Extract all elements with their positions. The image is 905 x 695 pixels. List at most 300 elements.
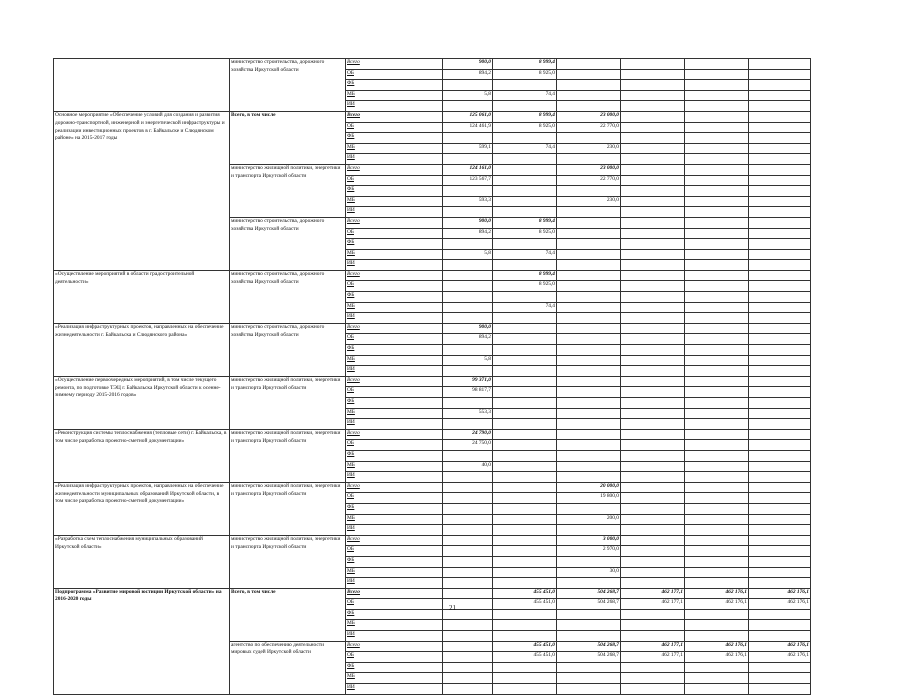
amount-cell: 74,4 [493, 249, 557, 260]
funding-source: ОБ [346, 281, 443, 292]
amount-cell [443, 281, 493, 292]
page-number: 21 [449, 604, 456, 612]
amount-cell [685, 461, 749, 472]
amount-cell: 455 451,0 [493, 641, 557, 652]
amount-cell [557, 80, 621, 91]
funding-source: ФБ [346, 292, 443, 303]
amount-cell [685, 408, 749, 419]
amount-cell [749, 546, 811, 557]
amount-cell [621, 313, 685, 324]
funding-source: ИИ [346, 684, 443, 695]
amount-cell [749, 450, 811, 461]
amount-cell [685, 122, 749, 133]
amount-cell [621, 355, 685, 366]
amount-cell [685, 249, 749, 260]
amount-cell [685, 419, 749, 430]
table-row [54, 376, 811, 387]
amount-cell: 24 750,0 [443, 440, 493, 451]
amount-cell: 200,0 [557, 514, 621, 525]
amount-cell [493, 673, 557, 684]
funding-source: ИИ [346, 101, 443, 112]
funding-source: Всего [346, 535, 443, 546]
amount-cell [621, 122, 685, 133]
amount-cell: 24 790,0 [443, 429, 493, 440]
table-row [54, 429, 811, 440]
amount-cell: 462 176,1 [685, 588, 749, 599]
budget-table-page [53, 58, 810, 695]
responsible-executor: министерство жилищной политики, энергетики и транспорта Иркутской области [230, 535, 346, 588]
amount-cell [685, 260, 749, 271]
amount-cell [749, 80, 811, 91]
amount-cell [621, 419, 685, 430]
amount-cell [621, 249, 685, 260]
amount-cell [621, 217, 685, 228]
amount-cell [557, 345, 621, 356]
funding-source: Всего [346, 641, 443, 652]
amount-cell [443, 239, 493, 250]
funding-source: Всего [346, 482, 443, 493]
amount-cell [443, 503, 493, 514]
amount-cell [685, 111, 749, 122]
amount-cell [493, 482, 557, 493]
amount-cell [443, 292, 493, 303]
amount-cell [443, 186, 493, 197]
amount-cell [557, 450, 621, 461]
amount-cell [749, 408, 811, 419]
amount-cell [557, 578, 621, 589]
amount-cell: 894,2 [443, 69, 493, 80]
funding-source: ИИ [346, 419, 443, 430]
amount-cell [621, 472, 685, 483]
amount-cell [685, 355, 749, 366]
amount-cell: 900,0 [443, 59, 493, 70]
responsible-executor: агентство по обеспечению деятельности мировых судей Иркутской области [230, 641, 346, 694]
amount-cell [685, 556, 749, 567]
amount-cell [621, 662, 685, 673]
amount-cell [443, 207, 493, 218]
amount-cell [557, 270, 621, 281]
amount-cell [685, 59, 749, 70]
amount-cell [685, 535, 749, 546]
amount-cell [621, 567, 685, 578]
amount-cell [749, 525, 811, 536]
responsible-executor: министерство жилищной политики, энергетики и транспорта Иркутской области [230, 429, 346, 482]
amount-cell [493, 398, 557, 409]
amount-cell [621, 239, 685, 250]
amount-cell [749, 69, 811, 80]
amount-cell [493, 440, 557, 451]
amount-cell [621, 90, 685, 101]
amount-cell [749, 345, 811, 356]
amount-cell [443, 302, 493, 313]
funding-source: ИИ [346, 525, 443, 536]
amount-cell [621, 514, 685, 525]
amount-cell [621, 482, 685, 493]
amount-cell: 5,8 [443, 355, 493, 366]
amount-cell [443, 620, 493, 631]
amount-cell: 124 161,0 [443, 164, 493, 175]
amount-cell [621, 345, 685, 356]
amount-cell [493, 556, 557, 567]
amount-cell [621, 228, 685, 239]
amount-cell: 894,2 [443, 228, 493, 239]
amount-cell [621, 398, 685, 409]
amount-cell [557, 228, 621, 239]
funding-source: ИИ [346, 366, 443, 377]
amount-cell [493, 493, 557, 504]
amount-cell [685, 662, 749, 673]
amount-cell [493, 101, 557, 112]
amount-cell: 74,4 [493, 143, 557, 154]
amount-cell [685, 567, 749, 578]
amount-cell [749, 620, 811, 631]
funding-source: ФБ [346, 450, 443, 461]
funding-source: Всего [346, 111, 443, 122]
amount-cell [749, 281, 811, 292]
amount-cell [557, 366, 621, 377]
amount-cell [557, 662, 621, 673]
amount-cell [685, 281, 749, 292]
amount-cell [493, 376, 557, 387]
amount-cell [749, 101, 811, 112]
amount-cell [685, 503, 749, 514]
amount-cell [621, 684, 685, 695]
funding-source: МБ [346, 143, 443, 154]
amount-cell [557, 503, 621, 514]
amount-cell [621, 260, 685, 271]
amount-cell: 23 000,0 [557, 111, 621, 122]
amount-cell [443, 588, 493, 599]
amount-cell [557, 207, 621, 218]
amount-cell: 74,4 [493, 90, 557, 101]
measure-description: «Разработка схем теплоснабжения муниципальных образований Иркутской области» [54, 535, 230, 588]
amount-cell [493, 662, 557, 673]
amount-cell [749, 313, 811, 324]
amount-cell [557, 101, 621, 112]
amount-cell [621, 578, 685, 589]
amount-cell [749, 461, 811, 472]
amount-cell [749, 440, 811, 451]
amount-cell [443, 472, 493, 483]
responsible-executor: Всего, в том числе [230, 588, 346, 641]
amount-cell [685, 472, 749, 483]
amount-cell [557, 408, 621, 419]
amount-cell [557, 673, 621, 684]
amount-cell [557, 419, 621, 430]
funding-source: МБ [346, 673, 443, 684]
amount-cell [749, 196, 811, 207]
amount-cell [443, 673, 493, 684]
amount-cell [749, 143, 811, 154]
amount-cell [621, 535, 685, 546]
amount-cell [557, 323, 621, 334]
amount-cell [557, 376, 621, 387]
amount-cell [685, 207, 749, 218]
responsible-executor: Всего, в том числе [230, 111, 346, 164]
amount-cell: 8 925,0 [493, 281, 557, 292]
amount-cell [557, 472, 621, 483]
funding-source: МБ [346, 620, 443, 631]
amount-cell [749, 323, 811, 334]
amount-cell: 2 970,0 [557, 546, 621, 557]
amount-cell [685, 334, 749, 345]
amount-cell [443, 270, 493, 281]
responsible-executor: министерство строительства, дорожного хозяйства Иркутской области [230, 217, 346, 270]
amount-cell: 8 999,4 [493, 270, 557, 281]
funding-source: ИИ [346, 578, 443, 589]
amount-cell: 8 925,0 [493, 69, 557, 80]
amount-cell [557, 154, 621, 165]
amount-cell: 900,0 [443, 217, 493, 228]
amount-cell [621, 69, 685, 80]
amount-cell [443, 535, 493, 546]
amount-cell: 8 999,4 [493, 59, 557, 70]
measure-description [54, 59, 230, 112]
amount-cell [749, 429, 811, 440]
amount-cell [685, 684, 749, 695]
amount-cell [749, 292, 811, 303]
amount-cell [621, 429, 685, 440]
amount-cell [685, 366, 749, 377]
amount-cell [749, 260, 811, 271]
amount-cell [443, 450, 493, 461]
amount-cell [443, 578, 493, 589]
amount-cell [443, 313, 493, 324]
amount-cell [443, 652, 493, 663]
amount-cell [443, 514, 493, 525]
amount-cell: 462 176,1 [685, 599, 749, 610]
funding-source: ОБ [346, 493, 443, 504]
amount-cell [685, 175, 749, 186]
amount-cell [493, 80, 557, 91]
amount-cell [443, 482, 493, 493]
amount-cell [557, 302, 621, 313]
amount-cell [749, 217, 811, 228]
amount-cell: 74,4 [493, 302, 557, 313]
amount-cell [493, 292, 557, 303]
amount-cell [443, 662, 493, 673]
amount-cell [621, 133, 685, 144]
amount-cell [493, 313, 557, 324]
amount-cell [749, 366, 811, 377]
amount-cell [493, 186, 557, 197]
amount-cell [493, 535, 557, 546]
amount-cell [493, 366, 557, 377]
amount-cell [685, 398, 749, 409]
amount-cell: 455 451,0 [493, 652, 557, 663]
amount-cell: 19 800,0 [557, 493, 621, 504]
amount-cell [493, 196, 557, 207]
amount-cell: 504 268,7 [557, 641, 621, 652]
amount-cell [493, 323, 557, 334]
amount-cell [685, 450, 749, 461]
amount-cell [685, 217, 749, 228]
funding-source: ФБ [346, 80, 443, 91]
amount-cell [621, 440, 685, 451]
funding-source: Всего [346, 217, 443, 228]
amount-cell [557, 281, 621, 292]
amount-cell [557, 292, 621, 303]
amount-cell [749, 503, 811, 514]
amount-cell [685, 429, 749, 440]
amount-cell [621, 366, 685, 377]
funding-source: ИИ [346, 472, 443, 483]
amount-cell [443, 641, 493, 652]
table-row [54, 588, 811, 599]
amount-cell [621, 461, 685, 472]
amount-cell [443, 556, 493, 567]
table-row [54, 111, 811, 122]
funding-source: ФБ [346, 133, 443, 144]
amount-cell: 462 176,1 [685, 652, 749, 663]
amount-cell [621, 292, 685, 303]
amount-cell [685, 620, 749, 631]
amount-cell [621, 525, 685, 536]
funding-source: ОБ [346, 546, 443, 557]
amount-cell [493, 207, 557, 218]
amount-cell [749, 90, 811, 101]
amount-cell [621, 503, 685, 514]
amount-cell [493, 503, 557, 514]
amount-cell [493, 461, 557, 472]
amount-cell [443, 101, 493, 112]
amount-cell [621, 196, 685, 207]
amount-cell [685, 143, 749, 154]
amount-cell [557, 355, 621, 366]
amount-cell [685, 270, 749, 281]
funding-source: Всего [346, 588, 443, 599]
amount-cell [557, 387, 621, 398]
amount-cell: 30,0 [557, 567, 621, 578]
amount-cell [621, 59, 685, 70]
funding-source: Всего [346, 376, 443, 387]
amount-cell: 462 177,1 [621, 652, 685, 663]
amount-cell: 5,8 [443, 249, 493, 260]
amount-cell: 3 000,0 [557, 535, 621, 546]
amount-cell [749, 228, 811, 239]
amount-cell [685, 345, 749, 356]
amount-cell [749, 398, 811, 409]
amount-cell: 22 770,0 [557, 175, 621, 186]
amount-cell [749, 514, 811, 525]
amount-cell [493, 546, 557, 557]
amount-cell: 553,3 [443, 408, 493, 419]
funding-source: ОБ [346, 334, 443, 345]
amount-cell [749, 355, 811, 366]
amount-cell [557, 239, 621, 250]
amount-cell [749, 472, 811, 483]
amount-cell: 900,0 [443, 323, 493, 334]
amount-cell [621, 376, 685, 387]
funding-source: ФБ [346, 662, 443, 673]
funding-source: ИИ [346, 631, 443, 642]
amount-cell [685, 578, 749, 589]
amount-cell [557, 398, 621, 409]
amount-cell [685, 164, 749, 175]
amount-cell [621, 207, 685, 218]
amount-cell [749, 673, 811, 684]
table-row [54, 323, 811, 334]
amount-cell: 462 176,1 [749, 652, 811, 663]
amount-cell [749, 270, 811, 281]
responsible-executor: министерство жилищной политики, энергетики и транспорта Иркутской области [230, 376, 346, 429]
amount-cell [493, 408, 557, 419]
amount-cell [443, 366, 493, 377]
amount-cell: 462 177,1 [621, 641, 685, 652]
amount-cell [685, 323, 749, 334]
amount-cell [557, 429, 621, 440]
table-body [54, 59, 811, 695]
amount-cell [443, 419, 493, 430]
funding-source: МБ [346, 567, 443, 578]
amount-cell: 455 451,0 [493, 599, 557, 610]
amount-cell [749, 207, 811, 218]
amount-cell: 23 000,0 [557, 164, 621, 175]
amount-cell [685, 302, 749, 313]
funding-source: МБ [346, 514, 443, 525]
amount-cell [685, 546, 749, 557]
amount-cell [685, 239, 749, 250]
amount-cell [493, 334, 557, 345]
table-row [54, 270, 811, 281]
amount-cell [685, 673, 749, 684]
amount-cell [557, 556, 621, 567]
amount-cell [749, 334, 811, 345]
amount-cell [621, 323, 685, 334]
responsible-executor: министерство строительства, дорожного хозяйства Иркутской области [230, 59, 346, 112]
amount-cell [621, 546, 685, 557]
funding-source: Всего [346, 164, 443, 175]
funding-source: ФБ [346, 609, 443, 620]
funding-source: ФБ [346, 239, 443, 250]
amount-cell [685, 196, 749, 207]
funding-source: МБ [346, 249, 443, 260]
amount-cell: 504 268,7 [557, 652, 621, 663]
amount-cell [443, 260, 493, 271]
amount-cell: 22 770,0 [557, 122, 621, 133]
funding-source: ОБ [346, 175, 443, 186]
amount-cell [685, 376, 749, 387]
responsible-executor: министерство жилищной политики, энергетики и транспорта Иркутской области [230, 164, 346, 217]
amount-cell [749, 376, 811, 387]
funding-source: ИИ [346, 207, 443, 218]
amount-cell [685, 228, 749, 239]
amount-cell [749, 419, 811, 430]
amount-cell [749, 684, 811, 695]
amount-cell [621, 143, 685, 154]
amount-cell: 462 176,1 [749, 588, 811, 599]
funding-source: ФБ [346, 556, 443, 567]
amount-cell [749, 482, 811, 493]
measure-description: Основное мероприятие «Обеспечение условий для создания и развития дорожно-транспортной, инженерной и энергетической инфраструктуры и реализации инвестиционных проектов в г. Байкальске и Слюдянском районе» на 2015-2017 годы [54, 111, 230, 270]
amount-cell [749, 111, 811, 122]
amount-cell [443, 684, 493, 695]
funding-source: ФБ [346, 186, 443, 197]
amount-cell [493, 514, 557, 525]
amount-cell [493, 429, 557, 440]
amount-cell [685, 482, 749, 493]
amount-cell [749, 175, 811, 186]
funding-source: ОБ [346, 440, 443, 451]
responsible-executor: министерство строительства, дорожного хозяйства Иркутской области [230, 270, 346, 323]
amount-cell [685, 69, 749, 80]
amount-cell [621, 334, 685, 345]
amount-cell [685, 387, 749, 398]
amount-cell [621, 101, 685, 112]
amount-cell [493, 567, 557, 578]
funding-source: ОБ [346, 69, 443, 80]
amount-cell [443, 154, 493, 165]
